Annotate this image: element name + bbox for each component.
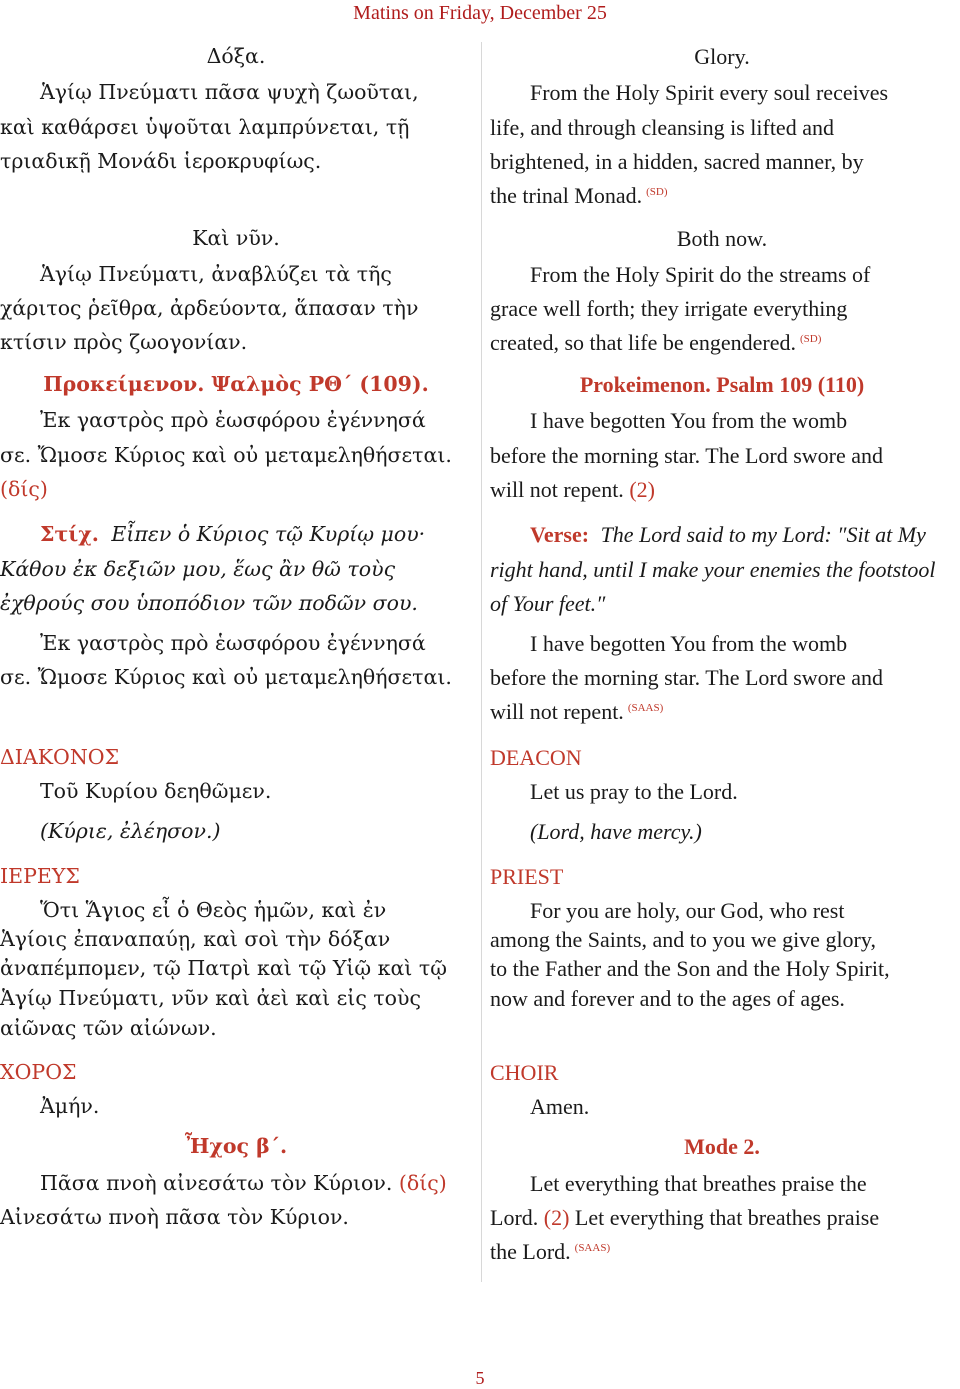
greek-prokeimenon-title: Προκείμενον. Ψαλμὸς ΡΘ΄ (109). (43, 372, 429, 396)
greek-glory-line-3: τριαδικῇ Μονάδι ἱεροκρυφίως. (0, 149, 322, 173)
greek-prokeimenon-repeat-line-1: Ἐκ γαστρὸς πρὸ ἑωσφόρου ἐγέννησά (40, 631, 426, 655)
english-deacon-text: Let us pray to the Lord. (530, 779, 738, 804)
greek-both-now-line-2: χάριτος ῥεῖθρα, ἀρδεύοντα, ἅπασαν τὴν (0, 296, 419, 320)
english-prokeimenon-line-2: before the morning star. The Lord swore and (490, 443, 884, 468)
english-glory: Glory. (694, 44, 750, 69)
english-priest-line-3: to the Father and the Son and the Holy Spirit, (490, 956, 890, 981)
english-glory-line-3: brightened, in a hidden, sacred manner, by (490, 149, 864, 174)
page-header: Matins on Friday, December 25 (353, 2, 607, 24)
english-priest-line-4: now and forever and to the ages of ages. (490, 986, 845, 1011)
greek-priest-line-4: Ἁγίῳ Πνεύματι, νῦν καὶ ἀεὶ καὶ εἰς τοὺς (0, 986, 421, 1010)
greek-twice: (δίς) (0, 477, 48, 501)
greek-verse-label: Στίχ. (40, 522, 99, 546)
english-prokeimenon-repeat-line-1: I have begotten You from the womb (530, 631, 848, 656)
english-glory-line-4: the trinal Monad. (490, 183, 643, 208)
greek-both-now: Καὶ νῦν. (192, 226, 280, 250)
greek-praise-twice: (δίς) (398, 1171, 447, 1195)
greek-choir-label: ΧΟΡΟΣ (0, 1060, 77, 1084)
english-deacon-response: (Lord, have mercy.) (530, 819, 702, 844)
greek-priest-line-5: αἰῶνας τῶν αἰώνων. (0, 1016, 217, 1040)
english-praise-twice: (2) (543, 1205, 570, 1230)
greek-praise-line-2: Αἰνεσάτω πνοὴ πᾶσα τὸν Κύριον. (0, 1205, 349, 1229)
english-glory-line-1: From the Holy Spirit every soul receives (530, 80, 889, 105)
english-verse-line-3: of Your feet.″ (490, 591, 606, 616)
english-both-now-line-3: created, so that life be engendered. (490, 330, 797, 355)
greek-priest-line-2: Ἁγίοις ἐπαναπαύῃ, καὶ σοὶ τὴν δόξαν (0, 927, 391, 951)
greek-prokeimenon-line-1: Ἐκ γαστρὸς πρὸ ἑωσφόρου ἐγέννησά (40, 408, 426, 432)
english-both-now-line-1: From the Holy Spirit do the streams of (530, 262, 871, 287)
greek-both-now-line-3: κτίσιν πρὸς ζωογονίαν. (0, 330, 248, 354)
greek-verse-line-2: Κάθου ἐκ δεξιῶν μου, ἕως ἂν θῶ τοὺς (0, 557, 396, 581)
greek-verse-line-1: Εἶπεν ὁ Κύριος τῷ Κυρίῳ μου· (111, 522, 426, 546)
english-verse-label: Verse: (530, 522, 590, 547)
greek-deacon-label: ΔΙΑΚΟΝΟΣ (0, 745, 120, 769)
english-praise-line-1: Let everything that breathes praise the (530, 1171, 867, 1196)
greek-priest-label: ΙΕΡΕΥΣ (0, 864, 80, 888)
greek-glory-line-2: καὶ καθάρσει ὑψοῦται λαμπρύνεται, τῇ (0, 115, 410, 139)
greek-choir-text: Ἀμήν. (40, 1094, 100, 1118)
english-glory-line-2: life, and through cleansing is lifted and (490, 115, 834, 140)
english-prokeimenon-ref: (SAAS) (627, 701, 664, 714)
english-deacon-label: DEACON (490, 745, 582, 770)
english-prokeimenon-repeat-line-3: will not repent. (490, 699, 624, 724)
english-glory-ref: (SD) (646, 185, 668, 198)
greek-deacon-text: Τοῦ Κυρίου δεηθῶμεν. (40, 779, 272, 803)
english-priest-line-1: For you are holy, our God, who rest (530, 898, 845, 923)
english-prokeimenon-line-3: will not repent. (490, 477, 624, 502)
english-mode: Mode 2. (684, 1134, 760, 1159)
greek-glory: Δόξα. (206, 44, 266, 68)
greek-priest-line-3: ἀναπέμπομεν, τῷ Πατρὶ καὶ τῷ Υἱῷ καὶ τῷ (0, 956, 447, 980)
greek-priest-line-1: Ὅτι Ἅγιος εἶ ὁ Θεὸς ἡμῶν, καὶ ἐν (40, 898, 387, 922)
greek-verse-line-3: ἐχθρούς σου ὑποπόδιον τῶν ποδῶν σου. (0, 591, 418, 615)
greek-mode: Ἦχος β΄. (184, 1134, 288, 1158)
greek-prokeimenon-line-2: σε. Ὤμοσε Κύριος καὶ οὐ μεταμεληθήσεται. (0, 443, 452, 467)
greek-deacon-response: (Κύριε, ἐλέησον.) (40, 819, 221, 843)
english-twice: (2) (629, 477, 655, 502)
english-priest-line-2: among the Saints, and to you we give glory, (490, 927, 876, 952)
english-choir-label: CHOIR (490, 1060, 559, 1085)
english-both-now: Both now. (676, 226, 768, 251)
english-verse-line-2: right hand, until I make your enemies the footstool (490, 557, 936, 582)
column-divider (481, 42, 482, 1282)
english-both-now-ref: (SD) (800, 332, 822, 345)
english-praise-ref: (SAAS) (574, 1241, 611, 1254)
english-praise-line-2b: Let everything that breathes praise (574, 1205, 880, 1230)
english-prokeimenon-line-1: I have begotten You from the womb (530, 408, 848, 433)
english-both-now-line-2: grace well forth; they irrigate everything (490, 296, 848, 321)
english-praise-line-3: the Lord. (490, 1239, 571, 1264)
page-number: 5 (475, 1368, 485, 1388)
greek-both-now-line-1: Ἁγίῳ Πνεύματι, ἀναβλύζει τὰ τῆς (40, 262, 392, 286)
english-choir-text: Amen. (530, 1094, 590, 1119)
greek-glory-line-1: Ἁγίῳ Πνεύματι πᾶσα ψυχὴ ζωοῦται, (40, 80, 419, 104)
greek-prokeimenon-repeat-line-2: σε. Ὤμοσε Κύριος καὶ οὐ μεταμεληθήσεται. (0, 665, 452, 689)
english-priest-label: PRIEST (490, 864, 564, 889)
english-prokeimenon-title: Prokeimenon. Psalm 109 (110) (579, 372, 865, 397)
english-prokeimenon-repeat-line-2: before the morning star. The Lord swore and (490, 665, 884, 690)
greek-praise-line-1: Πᾶσα πνοὴ αἰνεσάτω τὸν Κύριον. (40, 1171, 393, 1195)
english-praise-line-2a: Lord. (490, 1205, 539, 1230)
english-verse-line-1: The Lord said to my Lord: ″Sit at My (600, 522, 926, 547)
